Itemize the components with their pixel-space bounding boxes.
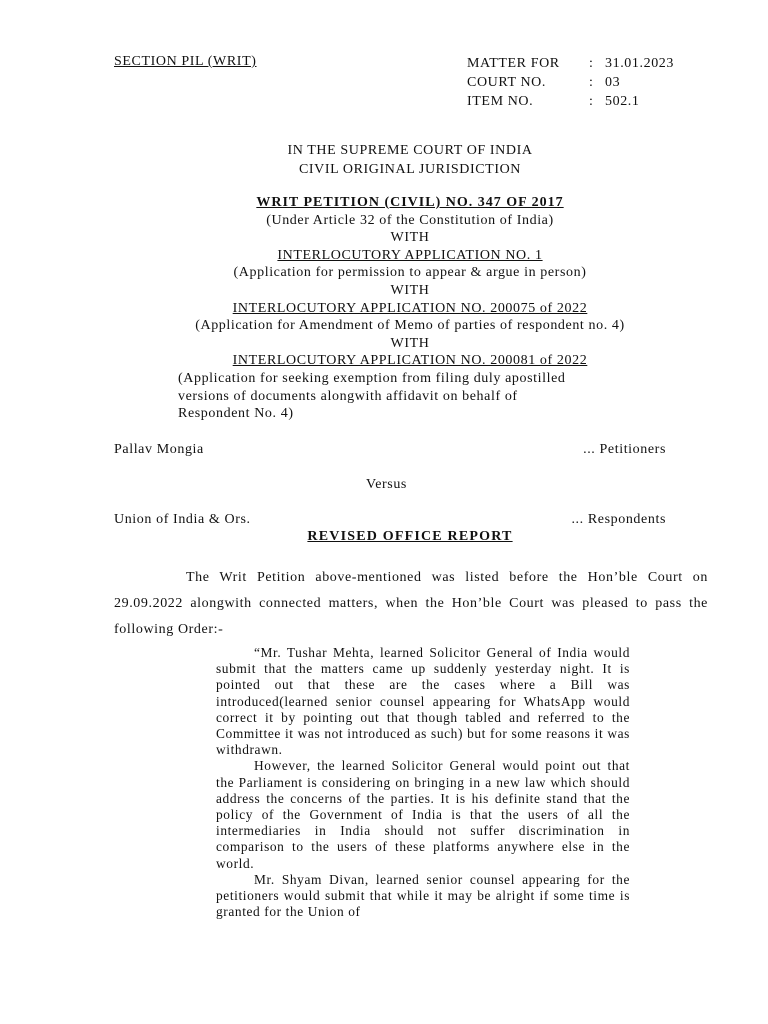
- ia3-description-line: (Application for seeking exemption from filing duly apostilled: [178, 370, 566, 386]
- meta-colon: :: [589, 56, 594, 71]
- section-label: SECTION PIL (WRIT): [114, 54, 257, 69]
- petitioner-name: Pallav Mongia: [114, 442, 204, 457]
- case-caption: [0, 194, 768, 423]
- petitioner-line: [114, 442, 666, 458]
- meta-label: COURT NO.: [467, 75, 546, 90]
- ia1-title: INTERLOCUTORY APPLICATION NO. 1: [277, 247, 543, 263]
- respondent-role: ... Respondents: [571, 512, 666, 527]
- court-heading: [0, 141, 768, 179]
- meta-value: 03: [605, 75, 621, 90]
- writ-petition-title: WRIT PETITION (CIVIL) NO. 347 OF 2017: [256, 195, 564, 210]
- meta-colon: :: [589, 75, 594, 90]
- jurisdiction: CIVIL ORIGINAL JURISDICTION: [298, 162, 522, 177]
- with-separator: WITH: [390, 335, 430, 351]
- meta-label: ITEM NO.: [467, 94, 534, 109]
- with-separator: WITH: [390, 230, 430, 246]
- quote-paragraph: “Mr. Tushar Mehta, learned Solicitor General of India would submit that the matters came up suddenly yesterday night. It is pointed out that these are the cases where a Bill was introduced(learned senior counsel appearing for WhatsApp would correct it by pointing out that though tabled and referred to the Committee it was not introduced as such) but for some reasons it was withdrawn.: [216, 645, 630, 758]
- meta-value: 502.1: [605, 94, 640, 109]
- ia3-description: [0, 370, 658, 423]
- ia3-title: INTERLOCUTORY APPLICATION NO. 200081 of 2022: [232, 353, 588, 369]
- court-name: IN THE SUPREME COURT OF INDIA: [287, 143, 533, 158]
- meta-row-court-no: [467, 73, 674, 92]
- versus-label: Versus: [366, 477, 407, 492]
- meta-row-item-no: [467, 92, 674, 111]
- quote-paragraph: Mr. Shyam Divan, learned senior counsel appearing for the petitioners would submit that while it may be alright if some time is granted for the Union of: [216, 871, 630, 920]
- with-separator: WITH: [390, 282, 430, 298]
- report-title: REVISED OFFICE REPORT: [307, 529, 513, 544]
- ia2-title: INTERLOCUTORY APPLICATION NO. 200075 of 2022: [232, 300, 588, 316]
- meta-colon: :: [589, 94, 594, 109]
- ia2-description: (Application for Amendment of Memo of parties of respondent no. 4): [195, 318, 625, 334]
- ia3-description-line: Respondent No. 4): [178, 406, 294, 422]
- respondent-line: [114, 512, 666, 528]
- article-note: (Under Article 32 of the Constitution of India): [266, 212, 554, 228]
- respondent-name: Union of India & Ors.: [114, 512, 251, 527]
- meta-value: 31.01.2023: [605, 56, 674, 71]
- petitioner-role: ... Petitioners: [583, 442, 666, 457]
- listing-details: [467, 54, 674, 111]
- quote-paragraph: However, the learned Solicitor General would point out that the Parliament is considering on bringing in a new law which should address the concerns of the parties. It is his definite stand that the policy of the Government of India is that the users of all the intermediaries in India should not suffer discrimination in comparison to the users of these platforms anywhere else in the world.: [216, 758, 630, 871]
- report-intro-paragraph: The Writ Petition above-mentioned was listed before the Hon’ble Court on 29.09.2022 alongwith connected matters, when the Hon’ble Court was pleased to pass the following Order:-: [114, 570, 708, 637]
- ia3-description-line: versions of documents alongwith affidavit on behalf of: [178, 388, 518, 404]
- meta-row-matter-for: [467, 54, 674, 73]
- meta-label: MATTER FOR: [467, 56, 560, 71]
- ia1-description: (Application for permission to appear & argue in person): [233, 265, 587, 281]
- order-quote: [216, 645, 630, 920]
